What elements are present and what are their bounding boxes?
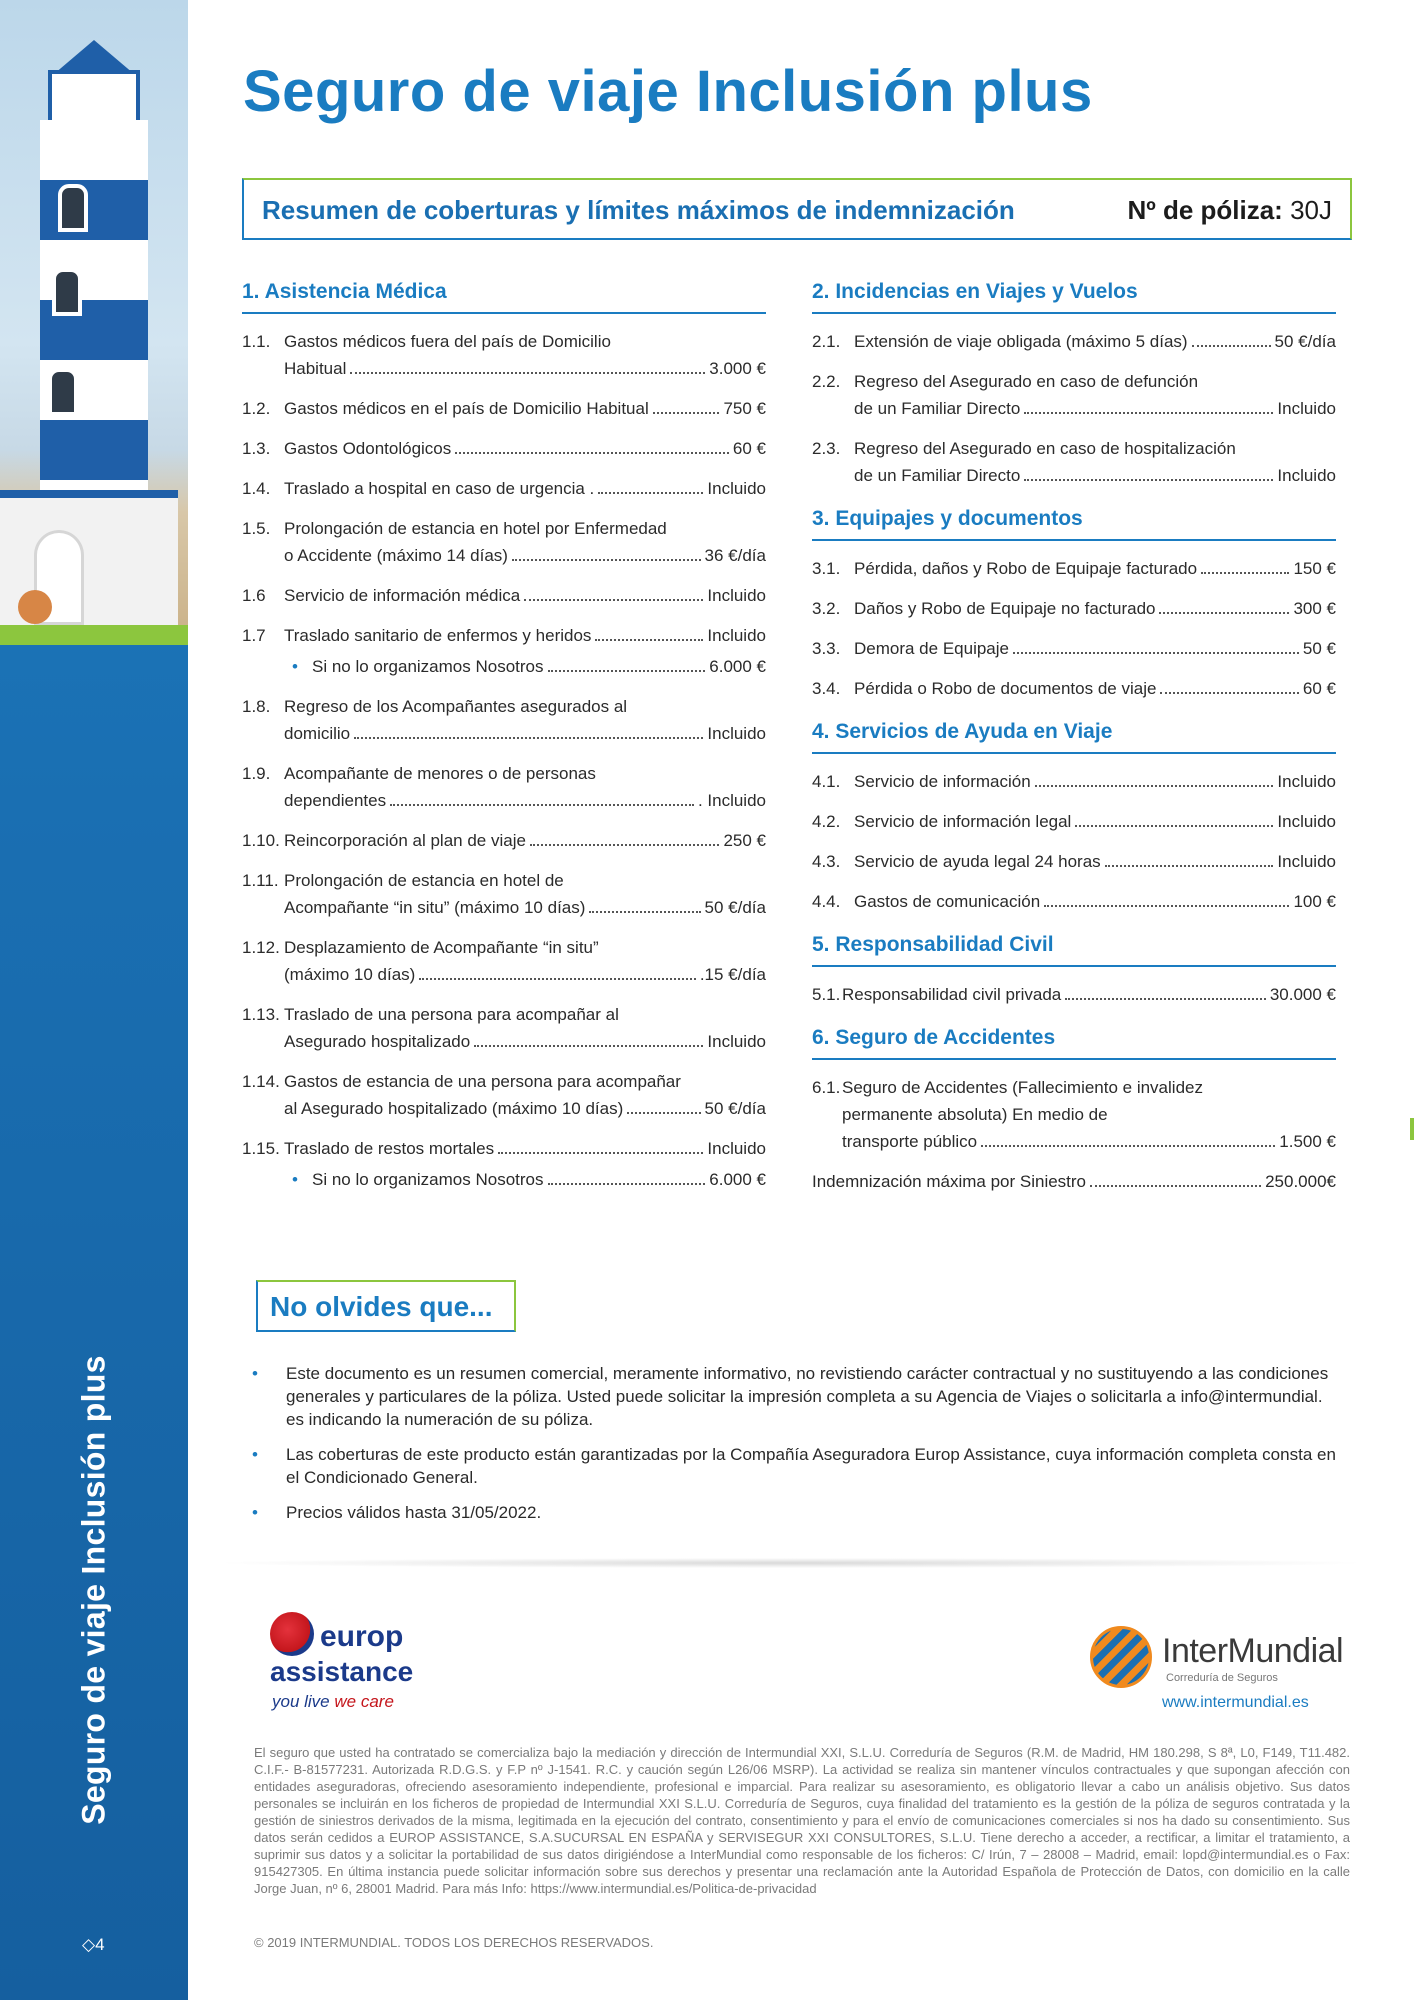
item-number: 1.4.	[242, 479, 271, 498]
item-number: 3.1.	[812, 559, 841, 578]
item-text: Regreso del Asegurado en caso de hospitalización	[854, 439, 1236, 458]
item-number: 1.13.	[242, 1005, 280, 1024]
coverage-row	[812, 888, 1336, 915]
item-text: Pérdida o Robo de documentos de viaje	[854, 679, 1157, 698]
item-number: 5.1.	[812, 985, 841, 1004]
item-text: Si no lo organizamos Nosotros	[312, 657, 544, 676]
item-value: 150 €	[1293, 559, 1336, 578]
reminder-box	[256, 1280, 516, 1332]
page-title: Seguro de viaje Inclusión plus	[243, 59, 1093, 124]
item-value: 60 €	[732, 439, 766, 458]
item-text: Regreso del Asegurado en caso de defunción	[854, 372, 1199, 391]
intermundial-globe-icon	[1090, 1626, 1152, 1688]
note-text: Este documento es un resumen comercial, meramente informativo, no revistiendo carácter contractual y no sustituyendo a las condiciones generales y particulares de la póliza. Usted puede solicitar la impresión completa a su Agencia de Viajes o solicitarla a info@intermundial. es indicando la numeración de su póliza.	[286, 1364, 1329, 1429]
item-text: Traslado sanitario de enfermos y heridos	[284, 626, 592, 645]
item-text: Traslado de una persona para acompañar al	[284, 1005, 619, 1024]
section-heading: 5. Responsabilidad Civil	[812, 933, 1336, 967]
item-value: Incluido	[707, 1032, 766, 1051]
coverage-row	[242, 693, 766, 747]
item-value: Incluido	[707, 1139, 766, 1158]
intermundial-url[interactable]: www.intermundial.es	[1162, 1694, 1309, 1711]
item-text: domicilio	[284, 724, 351, 743]
item-text: Prolongación de estancia en hotel por Enfermedad	[284, 519, 667, 538]
coverage-column-right	[812, 280, 1336, 1208]
coverage-subrow	[242, 1166, 766, 1193]
intermundial-subtitle: Correduría de Seguros	[1166, 1672, 1278, 1684]
item-value: 60 €	[1302, 679, 1336, 698]
lighthouse-window	[52, 268, 82, 316]
item-value: . Incluido	[697, 791, 766, 810]
item-value: 50 €/día	[1274, 332, 1336, 351]
item-text: Seguro de Accidentes (Fallecimiento e invalidez	[842, 1078, 1203, 1097]
lighthouse-lantern	[48, 70, 140, 125]
item-value: Incluido	[707, 479, 766, 498]
page-number: ◇4	[82, 1935, 105, 1954]
item-text: transporte público	[842, 1132, 978, 1151]
coverage-row	[242, 435, 766, 462]
item-value: Incluido	[1277, 399, 1336, 418]
item-text: Traslado de restos mortales	[284, 1139, 495, 1158]
coverage-row	[812, 768, 1336, 795]
item-text: Acompañante “in situ” (máximo 10 días)	[284, 898, 586, 917]
note-item	[252, 1362, 1340, 1431]
item-number: 1.11.	[242, 871, 279, 890]
item-number: 1.10.	[242, 831, 280, 850]
item-text: Gastos médicos fuera del país de Domicilio	[284, 332, 611, 351]
item-text: Servicio de ayuda legal 24 horas	[854, 852, 1101, 871]
item-text: Servicio de información	[854, 772, 1031, 791]
vertical-title: Seguro de viaje Inclusión plus	[75, 1355, 112, 1825]
item-text: Regreso de los Acompañantes asegurados al	[284, 697, 628, 716]
legal-text: El seguro que usted ha contratado se comercializa bajo la mediación y dirección de Intermundial XXI, S.L.U. Correduría de Seguros (R.M. de Madrid, HM 180.298, S 8ª, L0, F149, T11.482. C.I.F.- B-81577231. Autorizada R.D.G.S. y F.P nº J-1541. R.C. y caución según L26/06 MSRP). La actividad se realiza sin mantener vínculos contractuales y que supongan afección con entidades aseguradoras, ofreciendo asesoramiento independiente, profesional e imparcial. Para realizar su asesoramiento, es obligatorio llevar a cabo un análisis objetivo. Sus datos personales se incluirán en los ficheros de propiedad de Intermundial XXI S.L.U. Correduría de Seguros, cuya finalidad del tratamiento es la gestión de la póliza de seguros contratada y la gestión de siniestros derivados de la misma, legitimada en la ejecución del contrato, consentimiento y para el envío de comunicaciones comerciales si nos ha dado su consentimiento. Sus datos serán cedidos a EUROP ASSISTANCE, S.A.SUCURSAL EN ESPAÑA y SERVISEGUR XXI CONSULTORES, S.L.U. Tiene derecho a acceder, a rectificar, a limitar el tratamiento, a suprimir sus datos y a solicitar la portabilidad de sus datos dirigiéndose a InterMundial como responsable de los ficheros: C/ Irún, 7 – 28008 – Madrid, email: lopd@intermundial.es o Fax: 915427305. En última instancia puede solicitar información sobre sus derechos y presentar una reclamación ante la Autoridad Española de Protección de Datos, con domicilio en la calle Jorge Juan, nº 6, 28001 Madrid. Para más Info: https://www.intermundial.es/Politica-de-privacidad	[254, 1745, 1350, 1896]
lighthouse-roof	[54, 40, 134, 74]
item-value: 36 €/día	[704, 546, 766, 565]
slogan-part: we care	[334, 1692, 394, 1711]
item-text: dependientes	[284, 791, 387, 810]
item-value: 6.000 €	[709, 1170, 766, 1189]
section-heading: 4. Servicios de Ayuda en Viaje	[812, 720, 1336, 754]
coverage-row	[812, 328, 1336, 355]
item-value: 250 €	[723, 831, 766, 850]
coverage-row	[812, 368, 1336, 422]
item-value: .15 €/día	[699, 965, 766, 984]
item-text: Si no lo organizamos Nosotros	[312, 1170, 544, 1189]
policy-label: Nº de póliza:	[1127, 195, 1283, 225]
item-text: Demora de Equipaje	[854, 639, 1009, 658]
divider	[226, 1558, 1356, 1568]
summary-title: Resumen de coberturas y límites máximos de indemnización	[262, 195, 1015, 225]
copyright: © 2019 INTERMUNDIAL. TODOS LOS DERECHOS RESERVADOS.	[254, 1935, 654, 1950]
europ-logo-word: assistance	[270, 1656, 414, 1687]
item-text: Daños y Robo de Equipaje no facturado	[854, 599, 1156, 618]
coverage-row	[242, 582, 766, 609]
item-number: 4.1.	[812, 772, 841, 791]
item-number: 6.1.	[812, 1078, 841, 1097]
item-number: 3.3.	[812, 639, 841, 658]
coverage-row	[242, 867, 766, 921]
item-number: 3.4.	[812, 679, 841, 698]
item-number: 4.4.	[812, 892, 841, 911]
item-number: 2.1.	[812, 332, 841, 351]
intermundial-name: InterMundial	[1162, 1632, 1344, 1670]
item-value: Incluido	[1277, 772, 1336, 791]
note-item	[252, 1443, 1340, 1489]
coverage-row	[242, 475, 766, 502]
item-text: Desplazamiento de Acompañante “in situ”	[284, 938, 599, 957]
item-value: Incluido	[707, 586, 766, 605]
item-value: Incluido	[707, 724, 766, 743]
item-text: al Asegurado hospitalizado (máximo 10 días)	[284, 1099, 624, 1118]
item-text: Gastos médicos en el país de Domicilio Habitual	[284, 399, 649, 418]
item-text: o Accidente (máximo 14 días)	[284, 546, 508, 565]
slogan-part: you live	[272, 1692, 330, 1711]
coverage-row	[242, 1068, 766, 1122]
item-number: 1.9.	[242, 764, 271, 783]
green-band	[0, 625, 188, 645]
item-number: 1.8.	[242, 697, 271, 716]
item-value: 30.000 €	[1269, 985, 1336, 1004]
item-value: Incluido	[707, 626, 766, 645]
item-value: Incluido	[1277, 466, 1336, 485]
section-heading: 3. Equipajes y documentos	[812, 507, 1336, 541]
coverage-row	[242, 1135, 766, 1162]
item-text: Gastos Odontológicos	[284, 439, 452, 458]
bullet-icon: •	[252, 1445, 258, 1464]
item-number: 1.7	[242, 626, 266, 645]
item-value: 300 €	[1293, 599, 1336, 618]
item-value: 50 €	[1302, 639, 1336, 658]
item-number: 1.2.	[242, 399, 271, 418]
item-value: 750 €	[723, 399, 766, 418]
coverage-row	[812, 555, 1336, 582]
bullet-icon: •	[292, 1170, 298, 1189]
edge-marker	[1410, 1118, 1414, 1140]
section-heading: 2. Incidencias en Viajes y Vuelos	[812, 280, 1336, 314]
item-text: Prolongación de estancia en hotel de	[284, 871, 564, 890]
coverage-row	[812, 848, 1336, 875]
section-heading: 1. Asistencia Médica	[242, 280, 766, 314]
europ-logo-icon	[270, 1612, 314, 1656]
item-text: Gastos de comunicación	[854, 892, 1041, 911]
item-text: de un Familiar Directo	[854, 466, 1021, 485]
bullet-icon: •	[252, 1364, 258, 1383]
item-text: Servicio de información legal	[854, 812, 1072, 831]
lighthouse-window	[48, 368, 78, 416]
item-text: de un Familiar Directo	[854, 399, 1021, 418]
coverage-column-left	[242, 280, 766, 1206]
europ-slogan	[272, 1692, 394, 1712]
item-text: Gastos de estancia de una persona para acompañar	[284, 1072, 681, 1091]
item-number: 1.3.	[242, 439, 271, 458]
bullet-icon: •	[252, 1503, 258, 1522]
item-text: Responsabilidad civil privada	[842, 985, 1062, 1004]
note-text: Precios válidos hasta 31/05/2022.	[286, 1503, 542, 1522]
note-text: Las coberturas de este producto están garantizadas por la Compañía Aseguradora Europ Assistance, cuya información completa consta en el Condicionado General.	[286, 1445, 1336, 1487]
coverage-row	[242, 622, 766, 649]
coverage-row	[242, 1001, 766, 1055]
coverage-subrow	[242, 653, 766, 680]
item-number: 2.2.	[812, 372, 841, 391]
reminder-title: No olvides que...	[270, 1291, 493, 1322]
item-number: 1.1.	[242, 332, 271, 351]
summary-box	[242, 178, 1352, 240]
coverage-row	[812, 808, 1336, 835]
section-heading: 6. Seguro de Accidentes	[812, 1026, 1336, 1060]
coverage-row	[242, 328, 766, 382]
coverage-row	[812, 595, 1336, 622]
coverage-row	[242, 395, 766, 422]
item-value: 6.000 €	[709, 657, 766, 676]
coverage-row	[812, 675, 1336, 702]
item-text: Pérdida, daños y Robo de Equipaje facturado	[854, 559, 1198, 578]
sidebar	[0, 0, 188, 2000]
item-value: 50 €/día	[704, 898, 766, 917]
max-indemnity-row	[812, 1168, 1336, 1195]
item-value: Incluido	[1277, 812, 1336, 831]
policy-value: 30J	[1290, 195, 1332, 225]
item-text: (máximo 10 días)	[284, 965, 416, 984]
coverage-row	[812, 635, 1336, 662]
coverage-row	[812, 981, 1336, 1008]
item-value: Incluido	[1277, 852, 1336, 871]
item-number: 4.3.	[812, 852, 841, 871]
item-text: Traslado a hospital en caso de urgencia .	[284, 479, 595, 498]
coverage-row	[812, 435, 1336, 489]
note-item	[252, 1501, 1340, 1524]
item-value: 1.500 €	[1279, 1132, 1336, 1151]
item-number: 1.6	[242, 586, 266, 605]
item-number: 1.5.	[242, 519, 271, 538]
policy-number	[1127, 195, 1332, 226]
europ-assistance-logo	[270, 1612, 440, 1722]
europ-logo-word: europ	[320, 1620, 404, 1653]
item-text: Reincorporación al plan de viaje	[284, 831, 526, 850]
item-text: Indemnización máxima por Siniestro	[812, 1172, 1087, 1191]
orange-ball	[18, 590, 52, 624]
reminder-notes	[252, 1362, 1340, 1536]
item-number: 1.12.	[242, 938, 280, 957]
item-text: permanente absoluta) En medio de	[842, 1105, 1108, 1124]
coverage-row	[242, 827, 766, 854]
item-text: Servicio de información médica	[284, 586, 521, 605]
bullet-icon: •	[292, 657, 298, 676]
item-value: 50 €/día	[704, 1099, 766, 1118]
item-text: Extensión de viaje obligada (máximo 5 días)	[854, 332, 1188, 351]
coverage-row	[812, 1074, 1336, 1155]
item-number: 2.3.	[812, 439, 841, 458]
coverage-row	[242, 760, 766, 814]
item-text: Acompañante de menores o de personas	[284, 764, 596, 783]
item-value: 3.000 €	[709, 359, 766, 378]
lighthouse-photo	[0, 0, 188, 625]
item-value: 100 €	[1293, 892, 1336, 911]
item-number: 1.14.	[242, 1072, 280, 1091]
lighthouse-window	[58, 184, 88, 232]
item-number: 3.2.	[812, 599, 841, 618]
item-number: 4.2.	[812, 812, 841, 831]
coverage-row	[242, 934, 766, 988]
item-number: 1.15.	[242, 1139, 280, 1158]
item-value: 250.000€	[1265, 1172, 1336, 1191]
item-text: Habitual	[284, 359, 347, 378]
coverage-row	[242, 515, 766, 569]
item-text: Asegurado hospitalizado	[284, 1032, 471, 1051]
